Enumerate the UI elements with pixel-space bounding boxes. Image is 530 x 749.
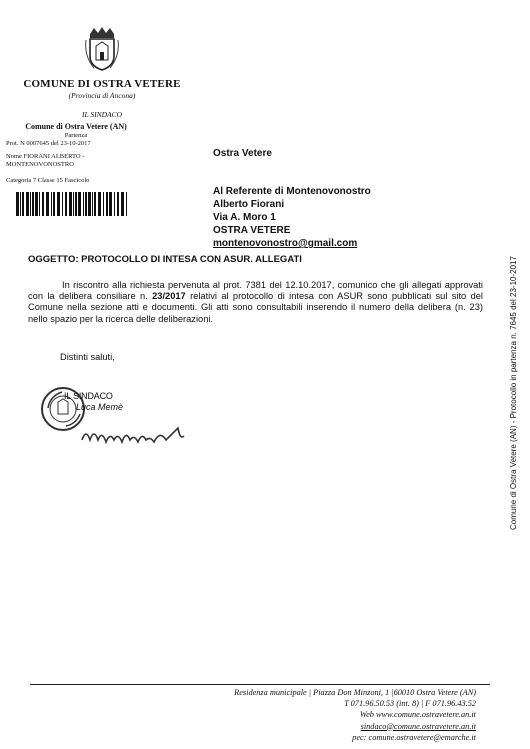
stamp-categoria: Categoria 7 Classe 15 Fascicolo [6,177,90,184]
stamp-partenza: Partenza [64,132,88,139]
footer-web: Web www.comune.ostravetere.an.it [359,710,476,720]
stamp-recipient-line1: Nome FIORANI ALBERTO - [6,153,85,160]
footer-divider [30,684,490,685]
side-protocol-note-wrap [509,256,530,540]
footer [100,687,476,743]
stamp-protocol-number: Prot. N 0007645 del 23-10-2017 [6,140,91,147]
sindaco-label: IL SINDACO [81,110,123,119]
provincia-label: (Provincia di Ancona) [68,91,136,100]
subject-line: OGGETTO: PROTOCOLLO DI INTESA CON ASUR. ALLEGATI [28,254,302,265]
recipient-line1: Al Referente di Montenovonostro [213,186,371,197]
recipient-line3: Via A. Moro 1 [213,212,276,223]
city-header: Ostra Vetere [213,148,272,159]
side-protocol-note: Comune di Ostra Vetere (AN) - Protocollo in partenza n. 7645 del 23-10-2017 [509,256,518,530]
recipient-email-link[interactable]: montenovonostro@gmail.com [213,238,358,249]
signature-role: IL SINDACO [64,391,113,401]
body-text-b: relativi al protocollo di intesa con ASUR sono pubblicati sul sito del Comune nella sezione atti e documenti. Gli atti sono consultabili inserendo il numero della delibera (n. 23) nello spazio per la ricerca delle deliberazioni. [28,291,483,324]
handwritten-signature-icon [80,420,200,450]
recipient-line2: Alberto Fiorani [213,199,285,210]
protocol-stamp [6,122,146,184]
recipient-line4: OSTRA VETERE [213,225,291,236]
commune-name: COMUNE DI OSTRA VETERE [23,78,181,90]
footer-email-link[interactable]: sindaco@comune.ostravetere.an.it [360,721,476,731]
body-text-a: In riscontro alla richiesta pervenuta al prot. 7381 del 12.10.2017, comunico che gli allegati approvati con la delibera consiliare n. [28,280,483,302]
stamp-recipient-line2: MONTENOVONOSTRO [6,161,74,168]
footer-pec: pec: comune.ostravetere@emarche.it [352,732,476,742]
delibera-number: 23/2017 [152,291,186,302]
municipal-crest-icon [84,26,120,72]
closing-salutation: Distinti saluti, [60,352,115,362]
body-paragraph [28,280,483,325]
footer-address: Residenza municipale | Piazza Don Minzoni, 1 |60010 Ostra Vetere (AN) [234,688,476,697]
barcode-icon [16,192,130,216]
signature-name: Luca Memè [76,402,124,412]
recipient-address [213,185,371,250]
footer-phone: T 071.96.50.53 (int. 8) | F 071.96.43.52 [344,699,476,709]
stamp-recipient [6,153,146,169]
stamp-title: Comune di Ostra Vetere (AN) [25,122,127,131]
letter-body [28,280,483,325]
